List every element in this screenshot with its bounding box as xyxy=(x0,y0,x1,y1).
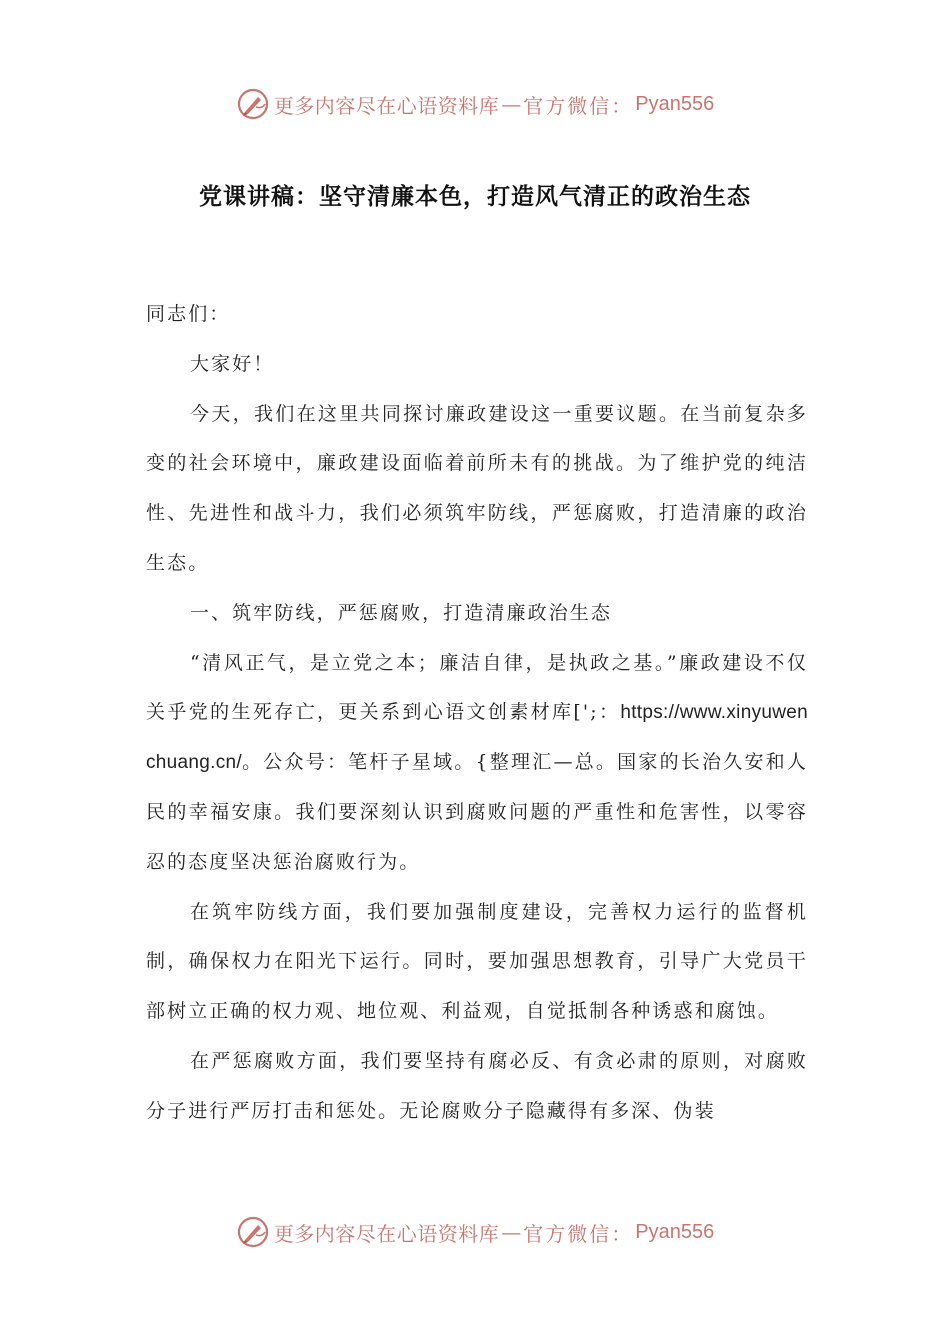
pen-logo-icon xyxy=(236,1215,270,1249)
document-title: 党课讲稿：坚守清廉本色，打造风气清正的政治生态 xyxy=(199,184,751,210)
footer-banner xyxy=(0,1210,950,1254)
banner-wechat-label: 官方微信： xyxy=(523,1221,634,1246)
source-link[interactable]: https://www.xinyuwenchuang.cn/ xyxy=(146,702,808,774)
banner-wechat-id: Pyan556 xyxy=(635,92,715,115)
banner-text: 更多内容尽在心语资料库 xyxy=(273,93,500,118)
salutation: 同志们： xyxy=(146,303,231,325)
quote-text: “清风正气，是立党之本；廉洁自律，是执政之基。”廉政建设不仅关乎党的生死存亡，更关系到心语文创素材库[';： xyxy=(146,651,808,724)
banner-wechat-id: Pyan556 xyxy=(635,1220,715,1243)
pen-logo-icon xyxy=(236,87,270,121)
greeting: 大家好！ xyxy=(190,352,275,375)
quote-text-continued: 。公众号：笔杆子星域。{整理汇—总。国家的长治久安和人民的幸福安康。我们要深刻认识到腐败问题的严重性和危害性，以零容忍的态度坚决惩治腐败行为。 xyxy=(146,751,808,873)
banner-separator: — xyxy=(501,1220,522,1244)
document-body xyxy=(146,290,808,1137)
paragraph xyxy=(146,639,808,888)
banner-text: 更多内容尽在心语资料库 xyxy=(273,1221,500,1246)
section-heading: 一、筑牢防线，严惩腐败，打造清廉政治生态 xyxy=(190,601,613,624)
paragraph: 今天，我们在这里共同探讨廉政建设这一重要议题。在当前复杂多变的社会环境中，廉政建设面临着前所未有的挑战。为了维护党的纯洁性、先进性和战斗力，我们必须筑牢防线，严惩腐败，打造清廉的政治生态。 xyxy=(146,402,808,574)
header-banner xyxy=(0,82,950,126)
banner-wechat-label: 官方微信： xyxy=(523,93,634,118)
paragraph: 在严惩腐败方面，我们要坚持有腐必反、有贪必肃的原则，对腐败分子进行严厉打击和惩处。无论腐败分子隐藏得有多深、伪装 xyxy=(146,1049,808,1122)
banner-separator: — xyxy=(501,92,522,116)
paragraph: 在筑牢防线方面，我们要加强制度建设，完善权力运行的监督机制，确保权力在阳光下运行。同时，要加强思想教育，引导广大党员干部树立正确的权力观、地位观、利益观，自觉抵制各种诱惑和腐蚀。 xyxy=(146,900,808,1023)
